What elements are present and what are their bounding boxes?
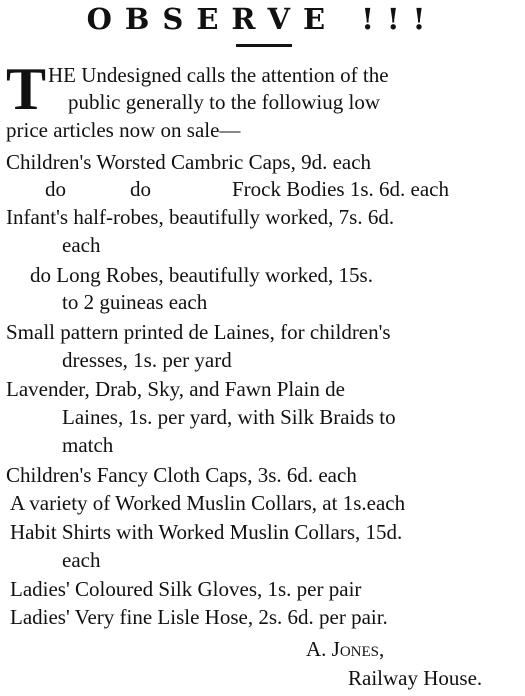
item-line-7: Small pattern printed de Laines, for children's <box>6 320 391 344</box>
item-line-16: Ladies' Coloured Silk Gloves, 1s. per pair <box>10 577 362 601</box>
item-line-12: Children's Fancy Cloth Caps, 3s. 6d. each <box>6 463 357 487</box>
drop-cap: T <box>6 56 47 122</box>
item-line-5: do Long Robes, beautifully worked, 15s. <box>30 263 373 287</box>
signature-address: Railway House. <box>348 666 483 690</box>
item-line-6: to 2 guineas each <box>62 290 208 314</box>
item-line-4: each <box>62 233 101 257</box>
item-line-1: Children's Worsted Cambric Caps, 9d. each <box>6 150 372 174</box>
intro-line-1: HE Undesigned calls the attention of the <box>48 63 389 87</box>
item-line-2-ditto-a: do <box>45 177 66 201</box>
item-line-8: dresses, 1s. per yard <box>62 348 232 372</box>
item-line-2-ditto-b: do <box>130 177 151 201</box>
item-line-14: Habit Shirts with Worked Muslin Collars, 15d. <box>10 520 403 544</box>
item-line-2: Frock Bodies 1s. 6d. each <box>232 177 449 201</box>
intro-line-3: price articles now on sale— <box>6 118 241 142</box>
headline-rule <box>236 44 292 47</box>
item-line-9: Lavender, Drab, Sky, and Fawn Plain de <box>6 377 345 401</box>
item-line-17: Ladies' Very fine Lisle Hose, 2s. 6d. per pair. <box>10 605 388 629</box>
signature-name: A. Jones, <box>306 637 385 661</box>
item-line-10: Laines, 1s. per yard, with Silk Braids to <box>62 405 396 429</box>
item-line-11: match <box>62 433 114 457</box>
item-line-3: Infant's half-robes, beautifully worked, 7s. 6d. <box>6 205 395 229</box>
headline: OBSERVE !!! <box>86 2 439 36</box>
item-line-15: each <box>62 548 101 572</box>
intro-line-2: public generally to the followiug low <box>68 90 381 114</box>
item-line-13: A variety of Worked Muslin Collars, at 1s.each <box>10 491 406 515</box>
